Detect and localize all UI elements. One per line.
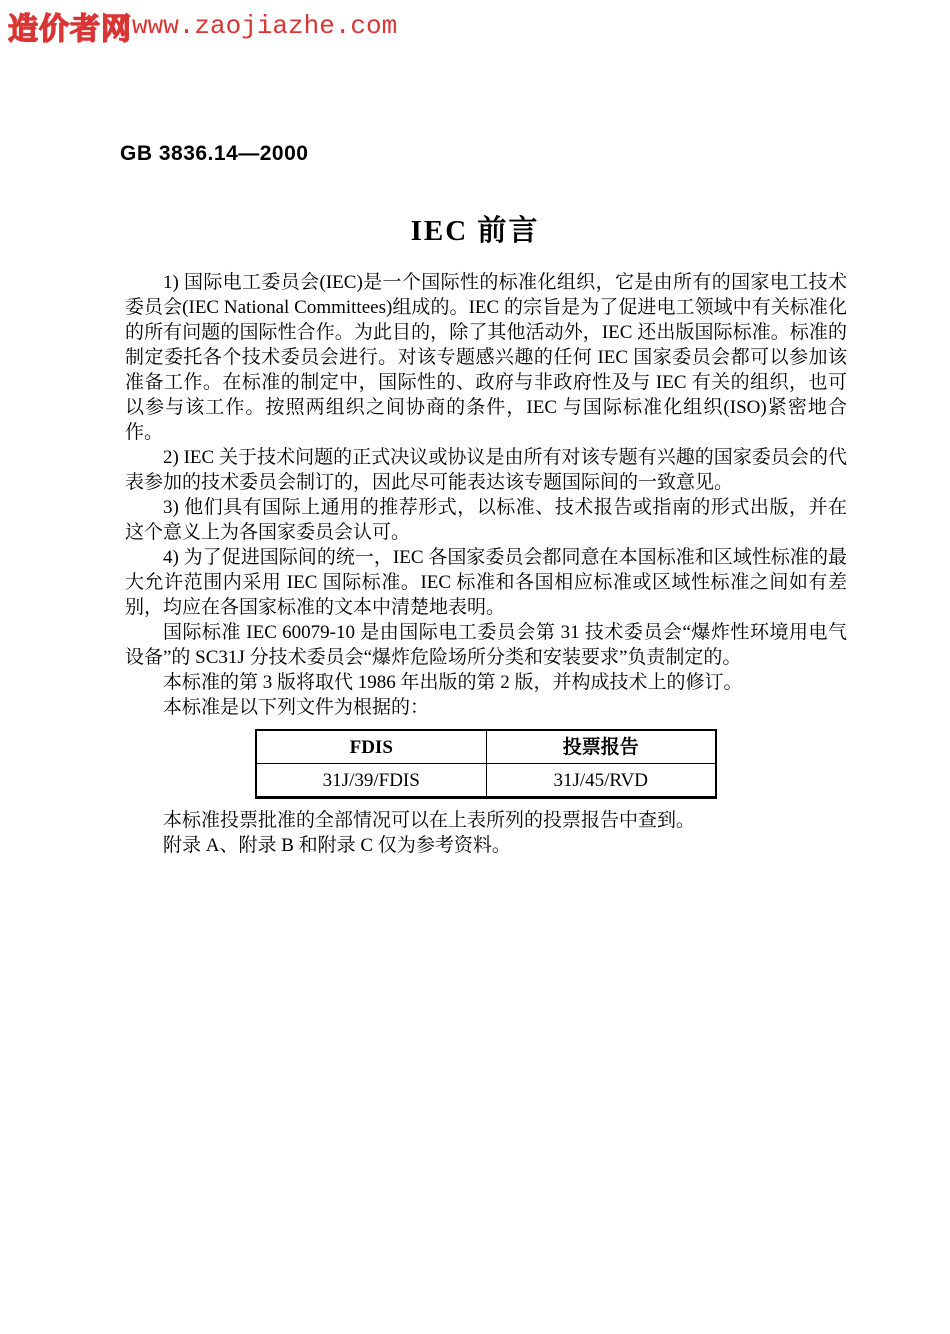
document-body	[125, 270, 847, 858]
table-row	[256, 764, 716, 798]
paragraph: 本标准是以下列文件为根据的：	[163, 697, 430, 718]
paragraph: 本标准投票批准的全部情况可以在上表所列的投票报告中查到。	[163, 810, 696, 831]
paragraph: 附录 A、附录 B 和附录 C 仅为参考资料。	[163, 835, 511, 856]
table-header-row	[256, 730, 716, 764]
watermark-site-url: www.zaojiazhe.com	[132, 11, 398, 41]
table-cell-fdis-value: 31J/39/FDIS	[256, 764, 486, 798]
table-header-vote-report: 投票报告	[486, 730, 716, 764]
paragraph: 2) IEC 关于技术问题的正式决议或协议是由所有对该专题有兴趣的国家委员会的代表参加的技术委员会制订的，因此尽可能表达该专题国际间的一致意见。	[125, 447, 847, 493]
table-header-fdis: FDIS	[256, 730, 486, 764]
paragraph: 4) 为了促进国际间的统一，IEC 各国家委员会都同意在本国标准和区域性标准的最大允许范围内采用 IEC 国际标准。IEC 标准和各国相应标准或区域性标准之间如有差别，均应在各国家标准的文本中清楚地表明。	[125, 547, 847, 618]
basis-documents-table	[255, 729, 717, 799]
watermark-site-name: 造价者网	[8, 13, 132, 46]
document-code: GB 3836.14—2000	[120, 142, 309, 165]
page-title: IEC 前言	[410, 215, 540, 247]
paragraph: 国际标准 IEC 60079-10 是由国际电工委员会第 31 技术委员会“爆炸性环境用电气设备”的 SC31J 分技术委员会“爆炸危险场所分类和安装要求”负责制定的。	[125, 622, 847, 668]
watermark	[8, 4, 397, 48]
table-cell-vote-report-value: 31J/45/RVD	[486, 764, 716, 798]
paragraph: 1) 国际电工委员会(IEC)是一个国际性的标准化组织，它是由所有的国家电工技术委员会(IEC National Committees)组成的。IEC 的宗旨是为了促进电工领域中有关标准化的所有问题的国际性合作。为此目的，除了其他活动外，IEC 还出版国际标准。标准的制定委托各个技术委员会进行。对该专题感兴趣的任何 IEC 国家委员会都可以参加该准备工作。在标准的制定中，国际性的、政府与非政府性及与 IEC 有关的组织，也可以参与该工作。按照两组织之间协商的条件，IEC 与国际标准化组织(ISO)紧密地合作。	[125, 272, 847, 443]
paragraph: 3) 他们具有国际上通用的推荐形式，以标准、技术报告或指南的形式出版，并在这个意义上为各国家委员会认可。	[125, 497, 847, 543]
paragraph: 本标准的第 3 版将取代 1986 年出版的第 2 版，并构成技术上的修订。	[163, 672, 743, 693]
